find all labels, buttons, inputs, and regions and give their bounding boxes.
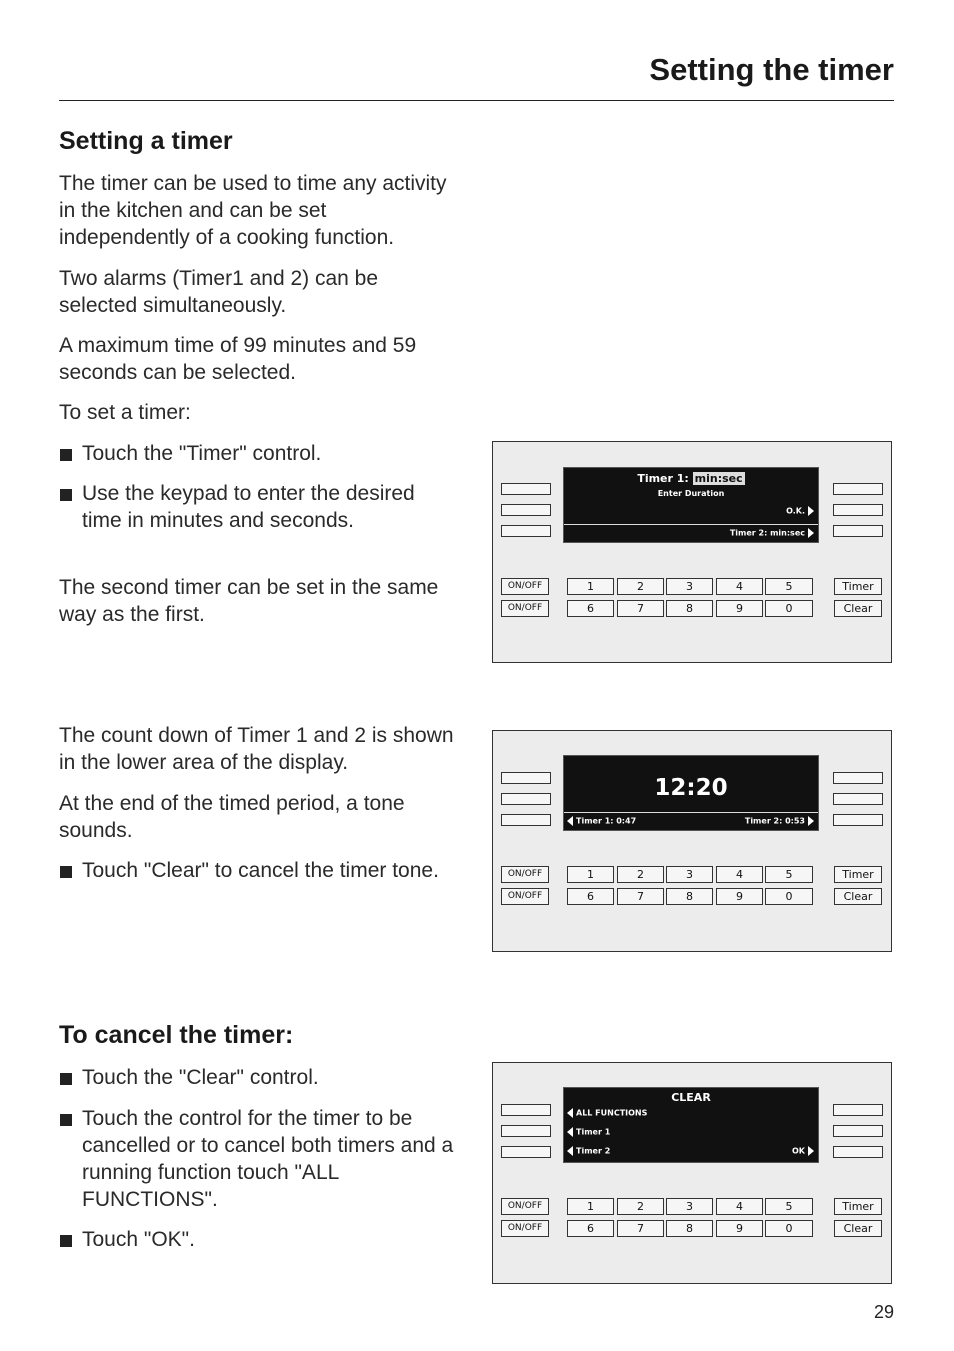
side-button-left-3[interactable] <box>501 1146 551 1158</box>
keypad-8[interactable]: 8 <box>666 1220 713 1237</box>
keypad-0[interactable]: 0 <box>765 1220 813 1237</box>
display-line-2: Enter Duration <box>657 489 725 498</box>
side-button-left-2[interactable] <box>501 504 551 516</box>
keypad-6[interactable]: 6 <box>567 600 614 617</box>
keypad-0[interactable]: 0 <box>765 888 813 905</box>
bullet-item: Use the keypad to enter the desired time in minutes and seconds. <box>59 480 459 534</box>
bullet-item: Touch "Clear" to cancel the timer tone. <box>59 857 459 884</box>
keypad-4[interactable]: 4 <box>716 866 763 883</box>
side-button-right-1[interactable] <box>833 1104 883 1116</box>
bullet-square-icon <box>60 866 72 878</box>
control-panel-countdown <box>492 730 892 952</box>
keypad-3[interactable]: 3 <box>666 1198 713 1215</box>
side-button-right-3[interactable] <box>833 1146 883 1158</box>
side-button-right-3[interactable] <box>833 814 883 826</box>
paragraph: The timer can be used to time any activity in the kitchen and can be set independently of a cooking function. <box>59 172 447 249</box>
paragraph: At the end of the timed period, a tone sounds. <box>59 792 405 842</box>
arrow-right-icon <box>808 506 814 516</box>
keypad-4[interactable]: 4 <box>716 578 763 595</box>
keypad-5[interactable]: 5 <box>765 1198 813 1215</box>
onoff-button-2[interactable]: ON/OFF <box>501 600 549 617</box>
bullet-item: Touch the control for the timer to be cancelled or to cancel both timers and a running function touch "ALL FUNCTIONS". <box>59 1105 459 1213</box>
bullet-square-icon <box>60 1073 72 1085</box>
keypad-4[interactable]: 4 <box>716 1198 763 1215</box>
bullet-item: Touch the "Clear" control. <box>59 1064 459 1091</box>
keypad-3[interactable]: 3 <box>666 866 713 883</box>
clear-button[interactable]: Clear <box>834 600 882 617</box>
bullet-square-icon <box>60 489 72 501</box>
display-title: CLEAR <box>671 1091 711 1104</box>
display-screen <box>563 1087 819 1163</box>
keypad-1[interactable]: 1 <box>567 578 614 595</box>
keypad-6[interactable]: 6 <box>567 1220 614 1237</box>
control-panel-timer-entry <box>492 441 892 663</box>
keypad-0[interactable]: 0 <box>765 600 813 617</box>
page-number: 29 <box>873 1302 894 1322</box>
onoff-button-2[interactable]: ON/OFF <box>501 1220 549 1237</box>
keypad-9[interactable]: 9 <box>716 600 763 617</box>
menu-item-timer-2[interactable]: Timer 2 <box>567 1146 610 1156</box>
menu-item-timer-1[interactable]: Timer 1 <box>567 1127 610 1137</box>
display-screen <box>563 755 819 831</box>
display-ok: O.K. <box>786 506 814 516</box>
paragraph: The second timer can be set in the same way as the first. <box>59 576 439 626</box>
menu-item-ok[interactable]: OK <box>792 1146 814 1156</box>
display-line-1: Timer 1: min:sec <box>637 472 743 485</box>
highlight-field: min:sec <box>694 472 743 485</box>
keypad-2[interactable]: 2 <box>617 866 664 883</box>
keypad-7[interactable]: 7 <box>617 888 664 905</box>
keypad-5[interactable]: 5 <box>765 578 813 595</box>
arrow-left-icon <box>567 1146 573 1156</box>
keypad-9[interactable]: 9 <box>716 1220 763 1237</box>
arrow-right-icon <box>808 528 814 538</box>
arrow-right-icon <box>808 1146 814 1156</box>
keypad-2[interactable]: 2 <box>617 578 664 595</box>
side-button-left-3[interactable] <box>501 814 551 826</box>
onoff-button-1[interactable]: ON/OFF <box>501 866 549 883</box>
paragraph: A maximum time of 99 minutes and 59 seconds can be selected. <box>59 334 417 384</box>
onoff-button-1[interactable]: ON/OFF <box>501 1198 549 1215</box>
side-button-right-2[interactable] <box>833 504 883 516</box>
clear-button[interactable]: Clear <box>834 888 882 905</box>
bullet-square-icon <box>60 449 72 461</box>
onoff-button-2[interactable]: ON/OFF <box>501 888 549 905</box>
display-bottom-bar: Timer 2: min:sec <box>564 524 818 542</box>
bullet-square-icon <box>60 1114 72 1126</box>
side-button-left-2[interactable] <box>501 793 551 805</box>
keypad-7[interactable]: 7 <box>617 600 664 617</box>
side-button-right-1[interactable] <box>833 772 883 784</box>
side-button-right-2[interactable] <box>833 793 883 805</box>
menu-item-all-functions[interactable]: ALL FUNCTIONS <box>567 1108 647 1118</box>
side-button-left-1[interactable] <box>501 1104 551 1116</box>
side-button-left-1[interactable] <box>501 483 551 495</box>
keypad-5[interactable]: 5 <box>765 866 813 883</box>
side-button-right-2[interactable] <box>833 1125 883 1137</box>
keypad-2[interactable]: 2 <box>617 1198 664 1215</box>
timer-button[interactable]: Timer <box>834 866 882 883</box>
keypad-3[interactable]: 3 <box>666 578 713 595</box>
keypad-1[interactable]: 1 <box>567 866 614 883</box>
bullet-item: Touch "OK". <box>59 1226 459 1253</box>
display-bottom-bar: Timer 1: 0:47 Timer 2: 0:53 <box>564 812 818 830</box>
keypad-8[interactable]: 8 <box>666 600 713 617</box>
side-button-left-2[interactable] <box>501 1125 551 1137</box>
arrow-left-icon <box>567 1127 573 1137</box>
control-panel-clear <box>492 1062 892 1284</box>
paragraph: To set a timer: <box>59 401 191 424</box>
onoff-button-1[interactable]: ON/OFF <box>501 578 549 595</box>
side-button-right-3[interactable] <box>833 525 883 537</box>
keypad-8[interactable]: 8 <box>666 888 713 905</box>
section-heading-setting-a-timer: Setting a timer <box>59 127 233 155</box>
header-rule <box>59 100 894 101</box>
side-button-right-1[interactable] <box>833 483 883 495</box>
timer-button[interactable]: Timer <box>834 1198 882 1215</box>
keypad-9[interactable]: 9 <box>716 888 763 905</box>
bullet-square-icon <box>60 1235 72 1247</box>
paragraph: Two alarms (Timer1 and 2) can be selected simultaneously. <box>59 267 379 317</box>
clear-button[interactable]: Clear <box>834 1220 882 1237</box>
keypad-6[interactable]: 6 <box>567 888 614 905</box>
keypad-1[interactable]: 1 <box>567 1198 614 1215</box>
page-title: Setting the timer <box>649 52 894 87</box>
timer-button[interactable]: Timer <box>834 578 882 595</box>
side-button-left-3[interactable] <box>501 525 551 537</box>
display-clock: 12:20 <box>654 775 728 801</box>
paragraph: The count down of Timer 1 and 2 is shown in the lower area of the display. <box>59 724 454 774</box>
arrow-left-icon <box>567 1108 573 1118</box>
arrow-left-icon <box>567 816 573 826</box>
display-screen <box>563 467 819 543</box>
keypad-7[interactable]: 7 <box>617 1220 664 1237</box>
side-button-left-1[interactable] <box>501 772 551 784</box>
section-heading-cancel-timer: To cancel the timer: <box>59 1021 294 1049</box>
arrow-right-icon <box>808 816 814 826</box>
bullet-item: Touch the "Timer" control. <box>59 440 459 467</box>
